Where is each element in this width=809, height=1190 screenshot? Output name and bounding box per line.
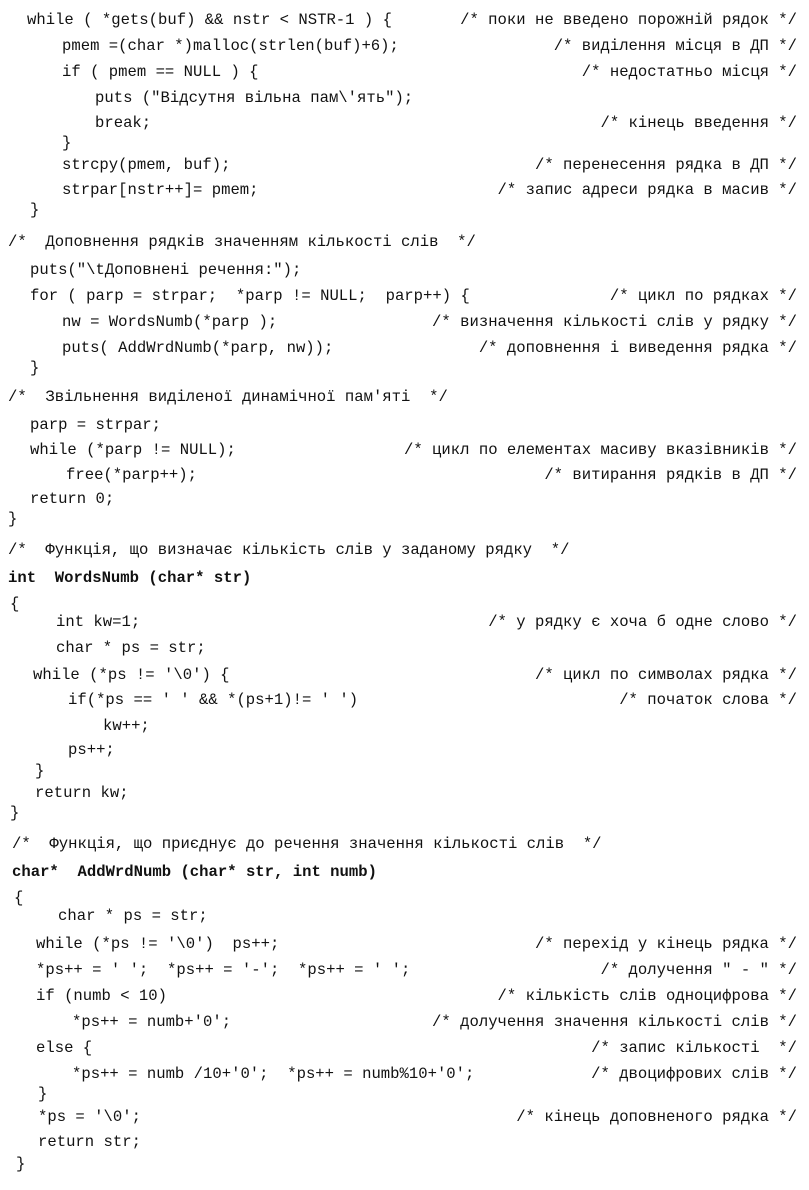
code-text: } xyxy=(35,762,45,780)
code-comment: /* долучення значення кількості слів */ xyxy=(432,1013,797,1031)
code-text: /* Функція, що визначає кількість слів у заданому рядку */ xyxy=(8,541,570,559)
code-comment: /* цикл по рядках */ xyxy=(609,287,797,305)
code-line xyxy=(0,153,809,177)
code-text: *ps++ = numb+'0'; xyxy=(72,1013,232,1031)
code-line xyxy=(0,131,809,155)
code-line xyxy=(0,1130,809,1154)
code-line xyxy=(0,636,809,660)
code-line xyxy=(0,932,809,956)
code-line xyxy=(0,86,809,110)
code-text: } xyxy=(38,1085,48,1103)
code-line xyxy=(0,385,809,409)
code-comment: /* початок слова */ xyxy=(619,691,797,709)
code-text: break; xyxy=(95,114,152,132)
code-line xyxy=(0,1082,809,1106)
code-line xyxy=(0,1010,809,1034)
code-line xyxy=(0,507,809,531)
code-comment: /* недостатньо місця */ xyxy=(581,63,797,81)
code-line xyxy=(0,832,809,856)
code-text: } xyxy=(16,1155,26,1173)
code-line xyxy=(0,1152,809,1176)
code-comment: /* кількість слів одноцифрова */ xyxy=(497,987,797,1005)
code-text: int WordsNumb (char* str) xyxy=(8,569,252,587)
code-text: if ( pmem == NULL ) { xyxy=(62,63,259,81)
code-comment: /* цикл по символах рядка */ xyxy=(534,666,797,684)
code-comment: /* долучення " - " */ xyxy=(600,961,797,979)
code-comment: /* поки не введено порожній рядок */ xyxy=(460,11,797,29)
code-line xyxy=(0,860,809,884)
code-text: strcpy(pmem, buf); xyxy=(62,156,231,174)
code-text: /* Функція, що приєднує до речення значення кількості слів */ xyxy=(12,835,602,853)
code-comment: /* перехід у кінець рядка */ xyxy=(534,935,797,953)
code-comment: /* у рядку є хоча б одне слово */ xyxy=(488,613,797,631)
code-text: free(*parp++); xyxy=(66,466,198,484)
code-text: return str; xyxy=(38,1133,141,1151)
code-line xyxy=(0,538,809,562)
code-line xyxy=(0,610,809,634)
code-line xyxy=(0,198,809,222)
code-text: int kw=1; xyxy=(56,613,141,631)
code-text: strpar[nstr++]= pmem; xyxy=(62,181,259,199)
code-line xyxy=(0,230,809,254)
code-line xyxy=(0,284,809,308)
code-line xyxy=(0,413,809,437)
code-text: if (numb < 10) xyxy=(36,987,168,1005)
code-text: *ps++ = numb /10+'0'; *ps++ = numb%10+'0'; xyxy=(72,1065,475,1083)
code-line xyxy=(0,438,809,462)
code-text: puts ("Відсутня вільна пам\'ять"); xyxy=(95,89,414,107)
code-comment: /* кінець введення */ xyxy=(600,114,797,132)
code-line xyxy=(0,34,809,58)
code-text: for ( parp = strpar; *parp != NULL; parp++) { xyxy=(30,287,470,305)
code-text: while (*parp != NULL); xyxy=(30,441,236,459)
code-text: else { xyxy=(36,1039,93,1057)
code-text: char * ps = str; xyxy=(58,907,208,925)
code-text: { xyxy=(10,595,20,613)
code-comment: /* кінець доповненого рядка */ xyxy=(516,1108,797,1126)
code-text: } xyxy=(10,804,20,822)
code-text: char* AddWrdNumb (char* str, int numb) xyxy=(12,863,377,881)
code-line xyxy=(0,60,809,84)
code-text: while (*ps != '\0') { xyxy=(33,666,230,684)
code-comment: /* перенесення рядка в ДП */ xyxy=(534,156,797,174)
code-line xyxy=(0,566,809,590)
code-comment: /* витирання рядків в ДП */ xyxy=(544,466,797,484)
code-comment: /* двоцифрових слів */ xyxy=(591,1065,797,1083)
code-line xyxy=(0,8,809,32)
code-comment: /* цикл по елементах масиву вказівників */ xyxy=(403,441,797,459)
code-text: if(*ps == ' ' && *(ps+1)!= ' ') xyxy=(68,691,359,709)
code-text: kw++; xyxy=(103,717,150,735)
code-comment: /* запис кількості */ xyxy=(591,1039,797,1057)
code-text: *ps++ = ' '; *ps++ = '-'; *ps++ = ' '; xyxy=(36,961,411,979)
code-line xyxy=(0,1105,809,1129)
code-line xyxy=(0,688,809,712)
code-text: } xyxy=(30,359,40,377)
code-text: puts("\tДоповнені речення:"); xyxy=(30,261,302,279)
code-text: while ( *gets(buf) && nstr < NSTR-1 ) { xyxy=(27,11,392,29)
code-text: nw = WordsNumb(*parp ); xyxy=(62,313,278,331)
code-text: char * ps = str; xyxy=(56,639,206,657)
code-line xyxy=(0,714,809,738)
code-line xyxy=(0,958,809,982)
code-text: } xyxy=(8,510,18,528)
code-text: } xyxy=(62,134,72,152)
code-comment: /* доповнення і виведення рядка */ xyxy=(478,339,797,357)
code-line xyxy=(0,801,809,825)
code-line xyxy=(0,1036,809,1060)
code-text: /* Звільнення виділеної динамічної пам'яті */ xyxy=(8,388,448,406)
code-comment: /* визначення кількості слів у рядку */ xyxy=(432,313,797,331)
code-text: while (*ps != '\0') ps++; xyxy=(36,935,280,953)
code-text: return 0; xyxy=(30,490,115,508)
code-line xyxy=(0,984,809,1008)
code-comment: /* виділення місця в ДП */ xyxy=(553,37,797,55)
code-line xyxy=(0,904,809,928)
code-line xyxy=(0,759,809,783)
code-line xyxy=(0,463,809,487)
code-line xyxy=(0,310,809,334)
code-text: *ps = '\0'; xyxy=(38,1108,141,1126)
code-text: /* Доповнення рядків значенням кількості слів */ xyxy=(8,233,476,251)
code-text: { xyxy=(14,889,24,907)
code-text: parp = strpar; xyxy=(30,416,162,434)
code-line xyxy=(0,356,809,380)
code-text: pmem =(char *)malloc(strlen(buf)+6); xyxy=(62,37,399,55)
code-text: ps++; xyxy=(68,741,115,759)
code-text: return kw; xyxy=(35,784,129,802)
code-comment: /* запис адреси рядка в масив */ xyxy=(497,181,797,199)
code-line xyxy=(0,258,809,282)
code-text: puts( AddWrdNumb(*parp, nw)); xyxy=(62,339,334,357)
code-line xyxy=(0,663,809,687)
code-text: } xyxy=(30,201,40,219)
